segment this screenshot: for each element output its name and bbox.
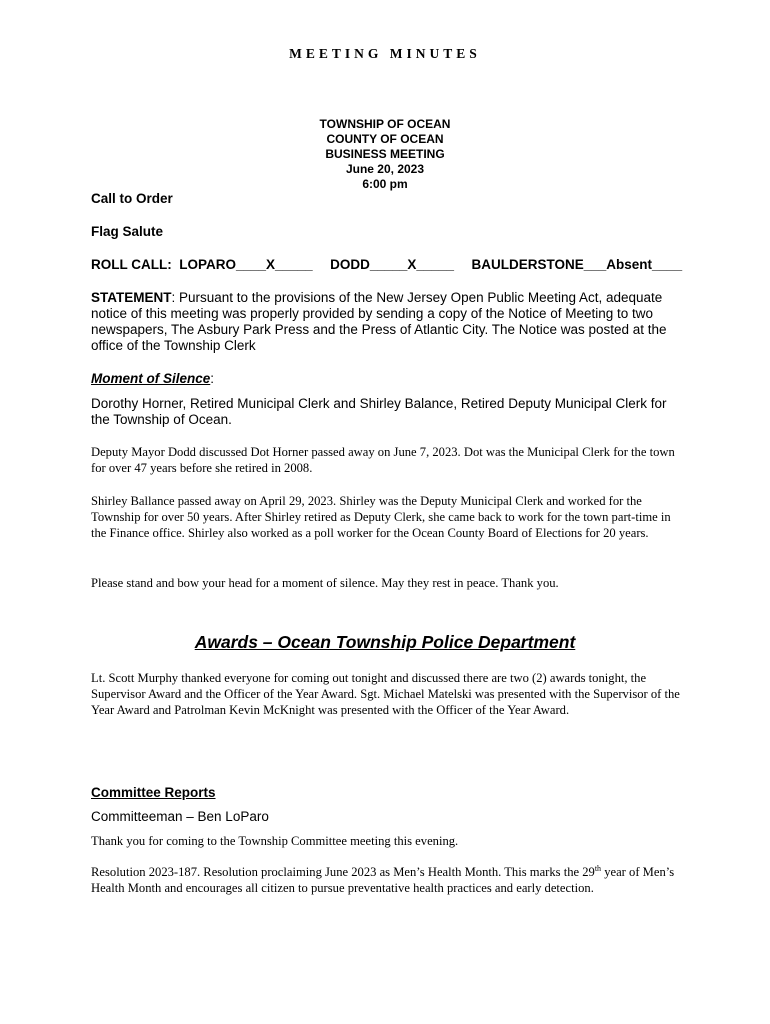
- awards-paragraph: Lt. Scott Murphy thanked everyone for coming out tonight and discussed there are two (2) awards tonight, the Supervisor Award and the Officer of the Year Award. Sgt. Michael Matelski was presented with the Supervisor of the Year Award and Patrolman Kevin McKnight was presented with the Officer of the Year Award.: [91, 671, 680, 717]
- call-to-order-heading: Call to Order: [91, 191, 173, 206]
- header-county: COUNTY OF OCEAN: [326, 132, 444, 146]
- header-date: June 20, 2023: [345, 162, 425, 176]
- doc-title: MEETING MINUTES: [289, 46, 481, 61]
- roll-call-member-mark: _____X_____: [369, 257, 454, 272]
- resolution-text-start: Resolution 2023-187. Resolution proclaiming June 2023 as Men’s Health Month. This marks the 29: [91, 865, 595, 879]
- roll-call-member-mark: ___Absent____: [583, 257, 683, 272]
- committee-thanks: Thank you for coming to the Township Committee meeting this evening.: [91, 834, 459, 848]
- resolution-paragraph: [91, 864, 686, 896]
- silence-paragraph-ballance: Shirley Ballance passed away on April 29, 2023. Shirley was the Deputy Municipal Clerk and worked for the Township for over 50 years. After Shirley retired as Deputy Clerk, she came back to work for the town part-time in the Finance office. Shirley also worked as a poll worker for the Ocean County Board of Elections for 20 years.: [91, 494, 671, 540]
- roll-call-member-name: DODD: [330, 257, 370, 272]
- header-time: 6:00 pm: [362, 177, 408, 191]
- committee-reports-heading: Committee Reports: [91, 785, 216, 800]
- committee-member: Committeeman – Ben LoParo: [91, 809, 269, 824]
- flag-salute-heading: Flag Salute: [91, 224, 164, 239]
- meeting-header: [0, 117, 770, 192]
- moment-of-silence-colon: :: [210, 371, 215, 386]
- header-meeting-type: BUSINESS MEETING: [325, 147, 445, 161]
- moment-of-silence-heading: [91, 371, 214, 386]
- roll-call: [91, 257, 682, 272]
- statement-label: STATEMENT: [91, 290, 172, 305]
- resolution-ordinal-suffix: th: [594, 863, 602, 873]
- statement-paragraph: [91, 290, 681, 354]
- roll-call-member-name: BAULDERSTONE: [471, 257, 584, 272]
- header-township: TOWNSHIP OF OCEAN: [319, 117, 451, 131]
- silence-intro: Dorothy Horner, Retired Municipal Clerk and Shirley Balance, Retired Deputy Municipal Clerk for the Township of Ocean.: [91, 396, 667, 427]
- roll-call-label: ROLL CALL:: [91, 257, 172, 272]
- statement-text: : Pursuant to the provisions of the New Jersey Open Public Meeting Act, adequate notice of this meeting was properly provided by sending a copy of the Notice of Meeting to two newspapers, The Asbury Park Press and the Press of Atlantic City. The Notice was posted at the office of the Township Clerk: [91, 290, 667, 353]
- roll-call-member-name: LOPARO: [179, 257, 237, 272]
- roll-call-member-mark: ____X_____: [236, 257, 313, 272]
- silence-paragraph-dodd: Deputy Mayor Dodd discussed Dot Horner passed away on June 7, 2023. Dot was the Municipal Clerk for the town for over 47 years before she retired in 2008.: [91, 445, 675, 475]
- awards-heading: Awards – Ocean Township Police Department: [194, 632, 576, 652]
- moment-of-silence-title: Moment of Silence: [91, 371, 211, 386]
- resolution-text-end: year of Men’s Health Month and encourages all citizen to pursue preventative health practices and early detection.: [91, 865, 675, 895]
- silence-paragraph-closing: Please stand and bow your head for a moment of silence. May they rest in peace. Thank you.: [91, 576, 559, 590]
